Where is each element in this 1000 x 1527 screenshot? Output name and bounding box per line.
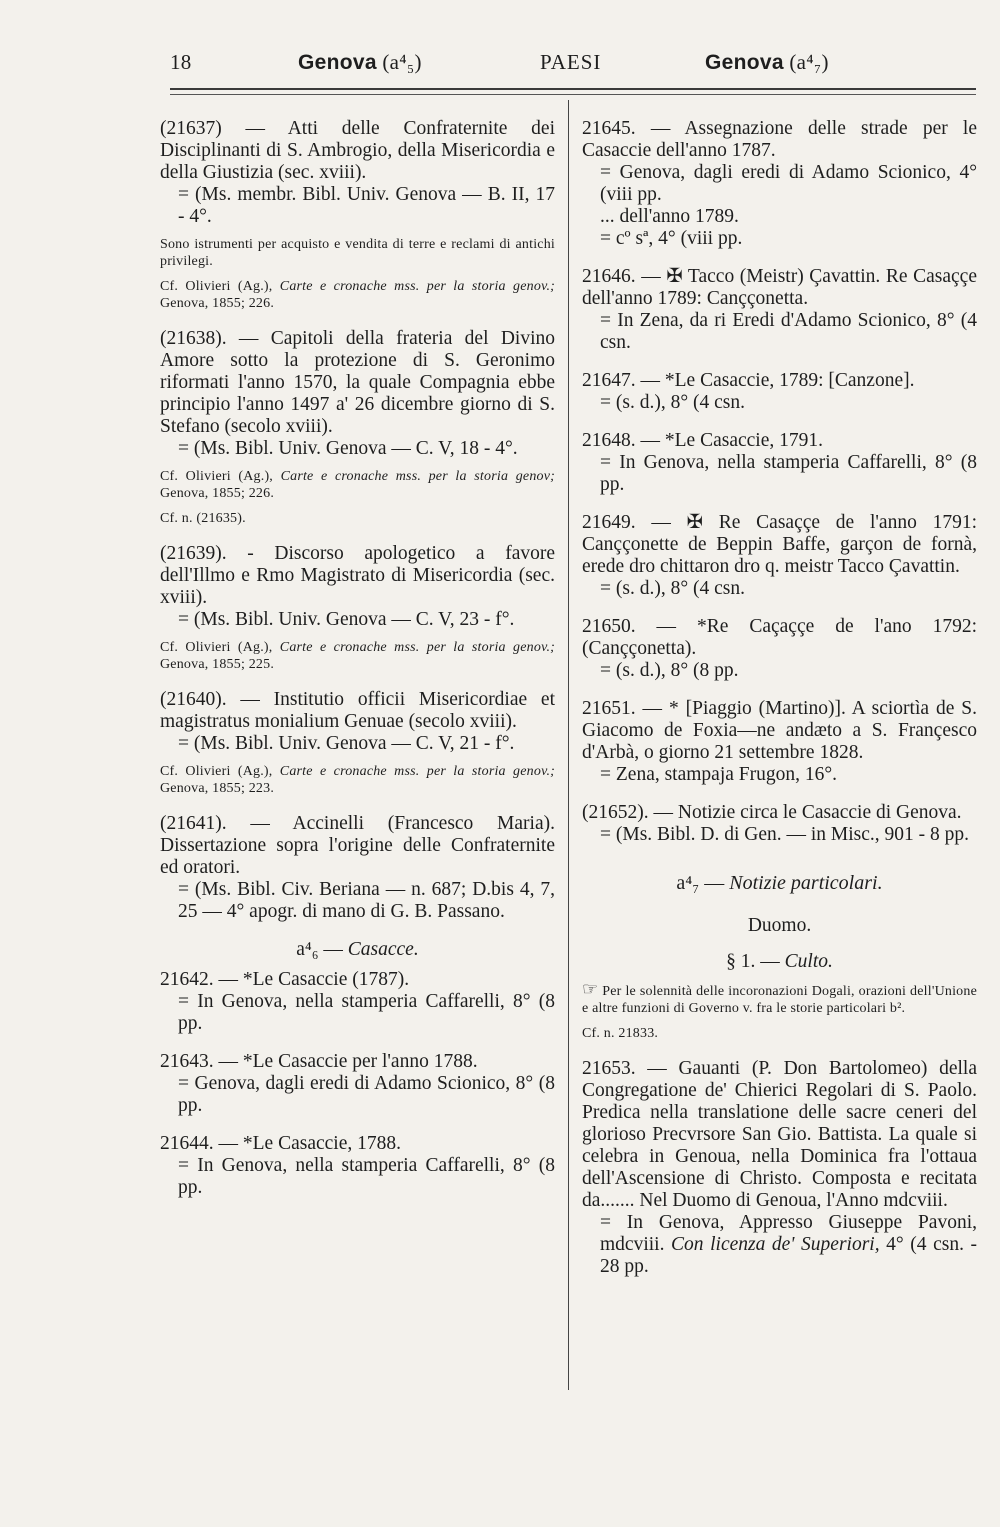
- section-heading-notizie: [582, 872, 977, 895]
- section-heading-casacce: [160, 939, 555, 961]
- page-number: 18: [170, 50, 192, 74]
- running-head-left: [298, 50, 422, 75]
- entry-21651-imprint: = Zena, stampaja Frugon, 16°.: [600, 764, 838, 785]
- entry-21648-title: 21648. — *Le Casaccie, 1791.: [582, 430, 823, 451]
- entry-21648: [582, 430, 977, 496]
- entry-21641-title: (21641). — Accinelli (Francesco Maria). Dissertazione sopra l'origine delle Confraternite ed oratori.: [160, 813, 555, 878]
- entry-21644: [160, 1133, 555, 1199]
- entry-21649-title: 21649. — ✠ Re Casaççe de l'anno 1791: Canççonette de Beppin Baffe, garçon de fornà, erede dro chittaron dro q. meistr Tacco Çavattin.: [582, 512, 977, 577]
- entry-21639-title: (21639). - Discorso apologetico a favore dell'Illmo e Rmo Magistrato di Misericordia (sec. xviii).: [160, 543, 555, 608]
- paragraph-number: § 1. —: [726, 951, 785, 972]
- entry-21646-imprint: = In Zena, da ri Eredi d'Adamo Scionico, 8° (4 csn.: [600, 310, 977, 353]
- entry-21639: [160, 543, 555, 673]
- ref-title: Carte e cronache mss. per la storia genov.;: [279, 640, 556, 655]
- right-column: [582, 118, 977, 1294]
- entry-21650-title: 21650. — *Re Caçaççe de l'ano 1792: (Canççonetta).: [582, 616, 977, 659]
- entry-21649-imprint: = (s. d.), 8° (4 csn.: [600, 578, 745, 599]
- entry-21651-title: 21651. — * [Piaggio (Martino)]. A sciortìa de S. Giacomo de Foxia—ne andæto a S. Françesco d'Arbà, o giorno 21 settembre 1828.: [582, 698, 977, 763]
- culto-note: [582, 981, 977, 1042]
- entry-21651: [582, 698, 977, 786]
- entry-21637-note: Sono istrumenti per acquisto e vendita di terre e reclami di antichi privilegi.: [160, 237, 555, 269]
- entry-21641: [160, 813, 555, 923]
- entry-21638-location: = (Ms. Bibl. Univ. Genova — C. V, 18 - 4°.: [178, 438, 518, 459]
- paragraph-title: Culto.: [784, 951, 833, 972]
- left-column: [160, 118, 555, 1215]
- culto-note-crossref: Cf. n. 21833.: [582, 1026, 659, 1041]
- culto-note-text: [582, 981, 977, 1017]
- entry-21653-title: 21653. — Gauanti (P. Don Bartolomeo) della Congregatione de' Chierici Regolari di S. Paolo. Predica nella translatione delle sacre ceneri del glorioso Precvrsore San Gio. Battista. La quale si celebra in Genoua, nella Dominica fra l'ottaua dell'Ascensione di Christo. Composta e recitata da....... Nel Duomo di Genoua, l'Anno mdcviii.: [582, 1058, 977, 1211]
- header-rule-thick: [170, 88, 976, 90]
- section-title: Casacce.: [347, 939, 419, 960]
- entry-21643: [160, 1051, 555, 1117]
- running-head-right-title: Genova: [705, 51, 784, 74]
- section-dash: —: [699, 872, 730, 894]
- imprint-place: = In Genova, Appresso Giuseppe Pavoni, mdcviii.: [600, 1212, 977, 1255]
- imprint-format: 4° (4 csn. - 28 pp.: [600, 1234, 978, 1277]
- ref-author: Cf. Olivieri (Ag.),: [160, 764, 273, 779]
- entry-21637-title: (21637) — Atti delle Confraternite dei Disciplinanti di S. Ambrogio, della Misericordia e della Giustizia (sec. xviii).: [160, 118, 555, 183]
- entry-21640-ref: [160, 763, 555, 797]
- entry-21652-title: (21652). — Notizie circa le Casaccie di Genova.: [582, 802, 962, 823]
- entry-21641-location: = (Ms. Bibl. Civ. Beriana — n. 687; D.bis 4, 7, 25 — 4° apogr. di mano di G. B. Passano.: [178, 879, 555, 922]
- subheading-culto: [582, 951, 977, 973]
- entry-21637-ref: [160, 278, 555, 312]
- entry-21647: [582, 370, 977, 414]
- pointing-hand-icon: ☞: [582, 979, 599, 999]
- entry-21653-imprint: [582, 1212, 977, 1278]
- section-sig: a⁴₇: [676, 872, 700, 894]
- column-divider: [568, 100, 569, 1390]
- entry-21650-imprint: = (s. d.), 8° (8 pp.: [600, 660, 739, 681]
- entry-21638-crossref: Cf. n. (21635).: [160, 511, 246, 526]
- note-body: Per le solennità delle incoronazioni Dogali, orazioni dell'Unione e altre funzioni di Governo v. fra le storie particolari b².: [582, 984, 977, 1016]
- entry-21640-location: = (Ms. Bibl. Univ. Genova — C. V, 21 - f°.: [178, 733, 515, 754]
- ref-author: Cf. Olivieri (Ag.),: [160, 469, 274, 484]
- entry-21643-imprint: = Genova, dagli eredi di Adamo Scionico, 8° (8 pp.: [178, 1073, 555, 1116]
- subheading-duomo: Duomo.: [747, 915, 812, 936]
- ref-title: Carte e cronache mss. per la storia genov;: [280, 469, 556, 484]
- running-head-left-sig: (a⁴₅): [382, 50, 422, 74]
- ref-title: Carte e cronache mss. per la storia genov.;: [279, 279, 556, 294]
- running-head-center: PAESI: [540, 50, 602, 74]
- running-head-right: [705, 50, 829, 75]
- entry-21645-variant-imprint: = cº sª, 4° (viii pp.: [600, 228, 743, 249]
- ref-imprint: Genova, 1855; 225.: [160, 657, 275, 672]
- header-rule-thin: [170, 94, 976, 95]
- entry-21640-title: (21640). — Institutio officii Misericordiae et magistratus monialium Genuae (secolo xviii).: [160, 689, 555, 732]
- entry-21638: [160, 328, 555, 527]
- entry-21644-imprint: = In Genova, nella stamperia Caffarelli, 8° (8 pp.: [178, 1155, 555, 1198]
- entry-21639-ref: [160, 639, 555, 673]
- ref-author: Cf. Olivieri (Ag.),: [160, 279, 273, 294]
- entry-21645-imprint: = Genova, dagli eredi di Adamo Scionico, 4° (viii pp.: [600, 162, 977, 205]
- section-dash: —: [318, 939, 348, 960]
- entry-21646-title: 21646. — ✠ Tacco (Meistr) Çavattin. Re Casaççe dell'anno 1789: Canççonetta.: [582, 266, 977, 309]
- section-sig: a⁴₆: [296, 939, 319, 960]
- entry-21642-title: 21642. — *Le Casaccie (1787).: [160, 969, 410, 990]
- running-head-right-sig: (a⁴₇): [789, 50, 829, 74]
- entry-21638-title: (21638). — Capitoli della frateria del Divino Amore sotto la protezione di S. Geronimo riformati l'anno 1570, la quale Compagnia ebbe principio l'anno 1497 a' 26 dicembre giorno di S. Stefano (secolo xviii).: [160, 328, 555, 437]
- entry-21646: [582, 266, 977, 354]
- entry-21642: [160, 969, 555, 1035]
- entry-21638-ref: [160, 468, 555, 502]
- ref-title: Carte e cronache mss. per la storia genov.;: [279, 764, 556, 779]
- entry-21647-imprint: = (s. d.), 8° (4 csn.: [600, 392, 745, 413]
- entry-21643-title: 21643. — *Le Casaccie per l'anno 1788.: [160, 1051, 478, 1072]
- imprint-licence: Con licenza de' Superiori,: [671, 1234, 880, 1255]
- entry-21648-imprint: = In Genova, nella stamperia Caffarelli, 8° (8 pp.: [600, 452, 977, 495]
- ref-imprint: Genova, 1855; 226.: [160, 296, 275, 311]
- entry-21647-title: 21647. — *Le Casaccie, 1789: [Canzone].: [582, 370, 915, 391]
- entry-21645-variant: ... dell'anno 1789.: [600, 206, 739, 227]
- entry-21650: [582, 616, 977, 682]
- section-title: Notizie particolari.: [729, 872, 883, 894]
- entry-21649: [582, 512, 977, 600]
- ref-author: Cf. Olivieri (Ag.),: [160, 640, 273, 655]
- running-head: [170, 50, 976, 90]
- ref-imprint: Genova, 1855; 223.: [160, 781, 275, 796]
- entry-21652: [582, 802, 977, 846]
- entry-21652-location: = (Ms. Bibl. D. di Gen. — in Misc., 901 - 8 pp.: [600, 824, 970, 845]
- entry-21645: [582, 118, 977, 250]
- entry-21653: [582, 1058, 977, 1278]
- entry-21640: [160, 689, 555, 797]
- entry-21637-location: = (Ms. membr. Bibl. Univ. Genova — B. II, 17 - 4°.: [178, 184, 555, 227]
- running-head-left-title: Genova: [298, 51, 377, 74]
- entry-21645-title: 21645. — Assegnazione delle strade per le Casaccie dell'anno 1787.: [582, 118, 977, 161]
- ref-imprint: Genova, 1855; 226.: [160, 486, 275, 501]
- entry-21642-imprint: = In Genova, nella stamperia Caffarelli, 8° (8 pp.: [178, 991, 555, 1034]
- entry-21637: [160, 118, 555, 312]
- entry-21644-title: 21644. — *Le Casaccie, 1788.: [160, 1133, 401, 1154]
- entry-21639-location: = (Ms. Bibl. Univ. Genova — C. V, 23 - f°.: [178, 609, 515, 630]
